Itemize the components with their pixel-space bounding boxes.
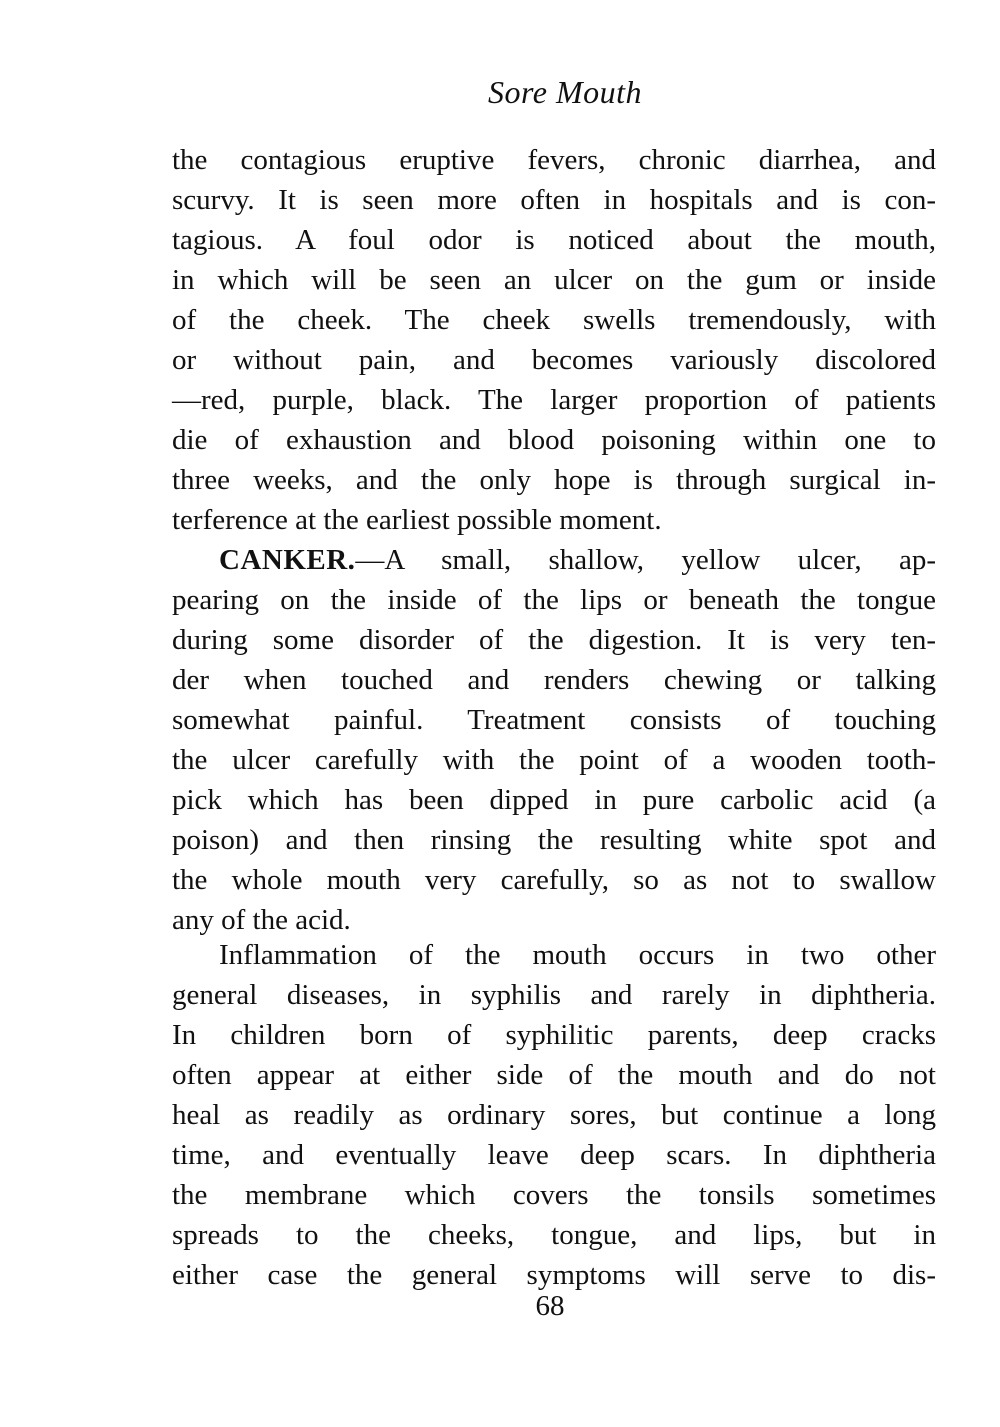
text-line: der when touched and renders chewing or talking — [172, 664, 936, 696]
text-line: during some disorder of the digestion. It is very ten- — [172, 624, 936, 656]
text-line: spreads to the cheeks, tongue, and lips, but in — [172, 1219, 936, 1251]
text-line: the membrane which covers the tonsils sometimes — [172, 1179, 936, 1211]
paragraph-scurvy-continuation — [172, 140, 936, 540]
text-line: of the cheek. The cheek swells tremendously, with — [172, 304, 936, 336]
text-line-with-heading — [172, 540, 936, 580]
text-line: In children born of syphilitic parents, deep cracks — [172, 1019, 936, 1051]
running-header: Sore Mouth — [487, 74, 642, 110]
text-line: —A small, shallow, yellow ulcer, ap- — [355, 544, 936, 576]
text-line: any of the acid. — [172, 904, 351, 936]
text-line: heal as readily as ordinary sores, but continue a long — [172, 1099, 936, 1131]
text-line: scurvy. It is seen more often in hospitals and is con- — [172, 184, 936, 216]
text-line: general diseases, in syphilis and rarely in diphtheria. — [172, 979, 936, 1011]
text-line: often appear at either side of the mouth and do not — [172, 1059, 936, 1091]
text-line: the contagious eruptive fevers, chronic diarrhea, and — [172, 144, 936, 176]
paragraph-canker — [172, 540, 936, 940]
text-line: pick which has been dipped in pure carbolic acid (a — [172, 784, 936, 816]
page-number: 68 — [535, 1290, 565, 1322]
section-heading-canker: CANKER. — [219, 544, 356, 576]
text-line: —red, purple, black. The larger proportion of patients — [172, 384, 936, 416]
text-line: poison) and then rinsing the resulting white spot and — [172, 824, 936, 856]
text-line: or without pain, and becomes variously discolored — [172, 344, 936, 376]
text-line: somewhat painful. Treatment consists of touching — [172, 704, 936, 736]
text-line: in which will be seen an ulcer on the gum or inside — [172, 264, 936, 296]
paragraph-inflammation — [172, 935, 936, 1295]
text-line: the ulcer carefully with the point of a wooden tooth- — [172, 744, 936, 776]
text-line: tagious. A foul odor is noticed about the mouth, — [172, 224, 936, 256]
text-line: the whole mouth very carefully, so as not to swallow — [172, 864, 936, 896]
text-line: die of exhaustion and blood poisoning within one to — [172, 424, 936, 456]
text-line: three weeks, and the only hope is through surgical in- — [172, 464, 936, 496]
text-line: either case the general symptoms will serve to dis- — [172, 1259, 936, 1291]
text-line: Inflammation of the mouth occurs in two other — [219, 939, 936, 971]
text-line: terference at the earliest possible moment. — [172, 504, 662, 536]
text-line: time, and eventually leave deep scars. In diphtheria — [172, 1139, 936, 1171]
text-line: pearing on the inside of the lips or beneath the tongue — [172, 584, 936, 616]
